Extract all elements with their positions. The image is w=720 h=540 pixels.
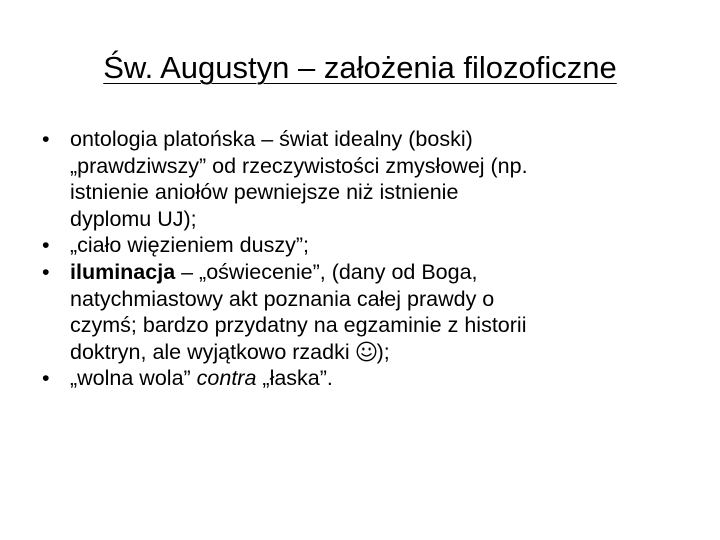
bullet-list: [42, 126, 702, 392]
smiley-icon: [356, 341, 377, 362]
bullet-text-line: „ciało więzieniem duszy”;: [70, 233, 309, 258]
bullet-marker: •: [42, 127, 50, 151]
italic-term: contra: [196, 366, 257, 391]
bullet-marker: •: [42, 366, 50, 391]
bullet-text-segment: „wolna wola”: [70, 366, 197, 391]
bullet-text-segment: „łaska”.: [256, 366, 333, 391]
bullet-text-line: dyplomu UJ);: [70, 206, 197, 231]
bullet-item-free-will: [42, 365, 702, 392]
bullet-item-body-prison: [42, 232, 702, 259]
bullet-item-ontology: [42, 126, 702, 232]
bold-term: iluminacja: [70, 259, 176, 284]
bullet-item-illumination: [42, 259, 702, 365]
slide-title-text: Św. Augustyn – założenia filozoficzne: [103, 50, 617, 85]
bullet-text-line: czymś; bardzo przydatny na egzaminie z historii: [70, 313, 527, 338]
bullet-text-segment: );: [376, 339, 390, 364]
bullet-text-line: istnienie aniołów pewniejsze niż istnienie: [70, 180, 459, 205]
bullet-text-line: natychmiastowy akt poznania całej prawdy o: [70, 286, 495, 311]
bullet-text-line: [70, 339, 702, 366]
slide-title: [0, 48, 720, 88]
bullet-marker: •: [42, 259, 50, 284]
bullet-marker: •: [42, 233, 50, 258]
bullet-text-line: [70, 259, 702, 286]
bullet-text-line: „prawdziwszy” od rzeczywistości zmysłowej (np.: [70, 153, 528, 178]
bullet-text-segment: doktryn, ale wyjątkowo rzadki: [70, 339, 356, 364]
bullet-text-segment: – „oświecenie”, (dany od Boga,: [175, 259, 478, 284]
bullet-text-line: ontologia platońska – świat idealny (boski): [70, 127, 473, 151]
bullet-text-line: [70, 365, 702, 392]
